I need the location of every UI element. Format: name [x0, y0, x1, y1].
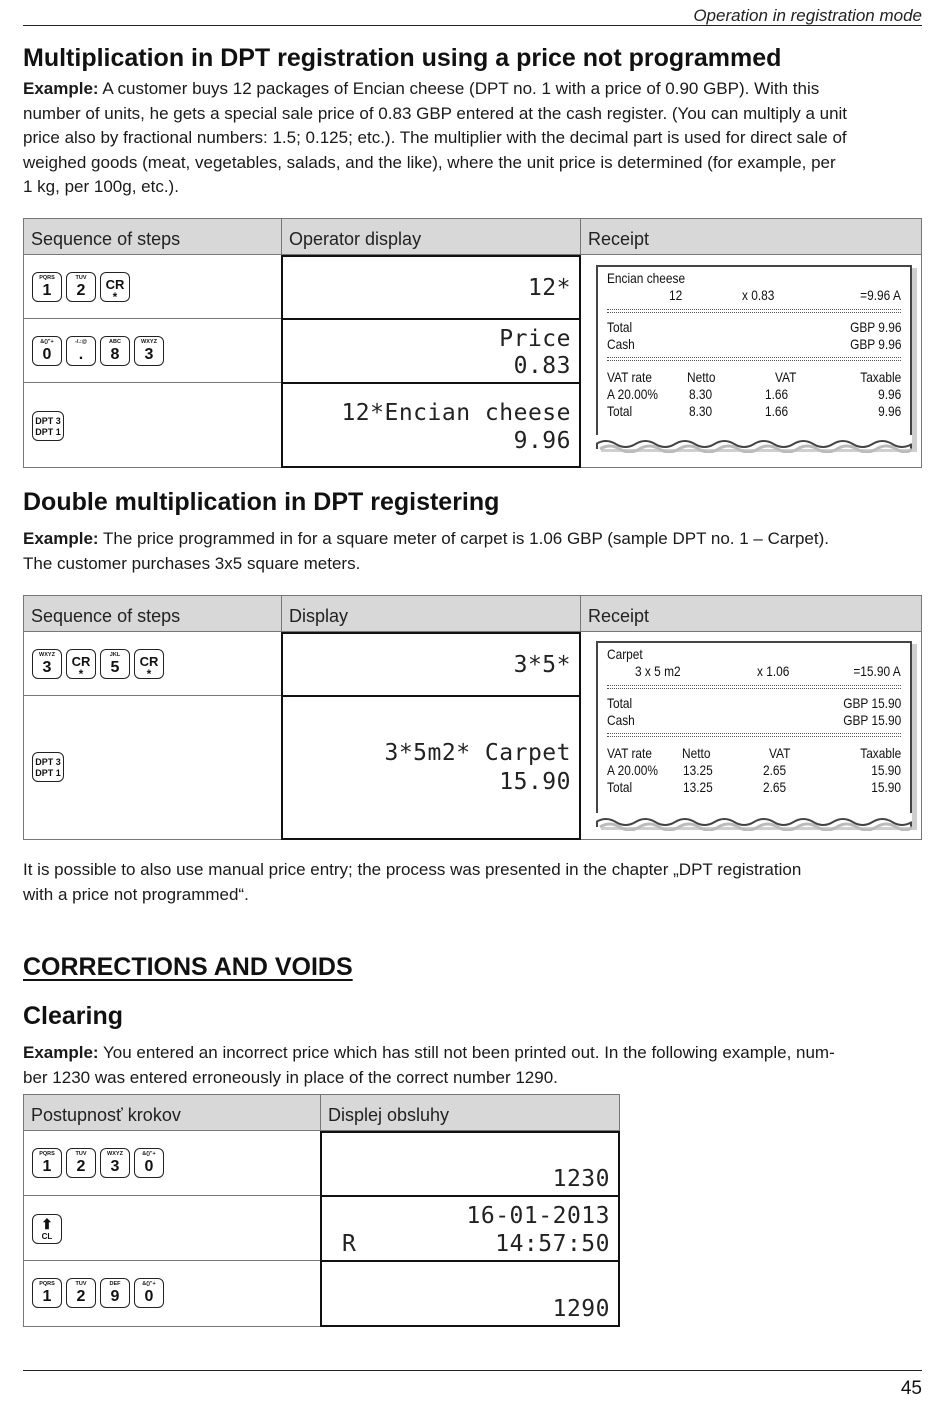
- paragraph-line: 1 kg, per 100g, etc.).: [23, 177, 179, 196]
- vat-cell: Total: [607, 403, 633, 419]
- vat-header: Taxable: [859, 745, 901, 761]
- steps-table: [23, 1094, 620, 1327]
- display-line: 12*Encian cheese: [341, 400, 571, 426]
- steps-cell: [24, 1131, 321, 1196]
- vat-header: Taxable: [859, 369, 901, 385]
- paragraph-line: The customer purchases 3x5 square meters.: [23, 553, 361, 573]
- vat-cell: 2.65: [763, 762, 787, 778]
- vat-cell: 13.25: [683, 762, 713, 778]
- key-3[interactable]: WXYZ 3: [100, 1148, 130, 1178]
- col-header: Postupnosť krokov: [24, 1095, 321, 1131]
- vat-cell: 1.66: [765, 403, 789, 419]
- key-dpt-3-dpt-1[interactable]: DPT 3 DPT 1: [32, 752, 64, 782]
- paragraph-line: number of units, he gets a special sale price of 0.83 GBP entered at the cash register. (You can multiply a unit: [23, 103, 848, 123]
- display-line: 3*5m2* Carpet: [384, 740, 571, 766]
- operator-display: [281, 695, 581, 840]
- key-2[interactable]: TUV 2: [66, 1278, 96, 1308]
- operator-display: [281, 382, 581, 468]
- display-line: 15.90: [499, 769, 571, 795]
- receipt-cash-label: Cash: [607, 336, 635, 352]
- receipt-cash-label: Cash: [607, 712, 635, 728]
- receipt-torn-edge: [596, 435, 912, 453]
- vat-cell: 15.90: [871, 762, 901, 778]
- key-9[interactable]: DEF 9: [100, 1278, 130, 1308]
- key-sequence: [32, 411, 64, 441]
- key-1[interactable]: PQRS 1: [32, 1278, 62, 1308]
- display-line: 1230: [552, 1166, 610, 1192]
- receipt-item-name: Carpet: [607, 646, 643, 662]
- vat-cell: A 20.00%: [607, 762, 658, 778]
- vat-cell: 15.90: [871, 779, 901, 795]
- display-line: 9.96: [513, 428, 571, 454]
- receipt-total-value: GBP 15.90: [842, 695, 901, 711]
- receipt-separator: [607, 357, 901, 361]
- receipt-separator: [607, 733, 901, 737]
- paragraph-line: ber 1230 was entered erroneously in place of the correct number 1290.: [23, 1067, 558, 1087]
- vat-header: VAT: [769, 745, 791, 761]
- section-heading: Double multiplication in DPT registering: [23, 488, 500, 516]
- vat-cell: 13.25: [683, 779, 713, 795]
- vat-header: VAT: [775, 369, 797, 385]
- chapter-heading: CORRECTIONS AND VOIDS: [23, 953, 353, 981]
- vat-header: Netto: [682, 745, 711, 761]
- paragraph-line: You entered an incorrect price which has still not been printed out. In the following example, num-: [103, 1043, 835, 1062]
- key-sequence: [32, 336, 164, 366]
- footer-rule: [23, 1370, 922, 1371]
- receipt-torn-edge: [596, 813, 912, 831]
- vat-cell: 2.65: [763, 779, 787, 795]
- key-0[interactable]: &()"+ 0: [134, 1278, 164, 1308]
- display-line: 1290: [552, 1296, 610, 1322]
- operator-display: [281, 318, 581, 384]
- key-dpt-3-dpt-1[interactable]: DPT 3 DPT 1: [32, 411, 64, 441]
- col-header: Displej obsluhy: [321, 1095, 619, 1131]
- receipt-separator: [607, 685, 901, 689]
- receipt-total-value: GBP 9.96: [849, 319, 901, 335]
- key-cr-multiply[interactable]: CR *: [134, 649, 164, 679]
- key-2[interactable]: TUV 2: [66, 272, 96, 302]
- receipt-qty: 3 x 5 m2: [635, 663, 681, 679]
- note-paragraph: [23, 858, 922, 907]
- vat-cell: 1.66: [765, 386, 789, 402]
- receipt-unit-price: x 0.83: [742, 287, 775, 303]
- steps-table: [23, 595, 922, 840]
- key-sequence: [32, 1214, 62, 1244]
- display-date: 16-01-2013: [466, 1203, 610, 1229]
- paragraph-line: A customer buys 12 packages of Encian cheese (DPT no. 1 with a price of 0.90 GBP). With this: [102, 79, 820, 98]
- section-paragraph: [23, 77, 922, 200]
- operator-display: [320, 1195, 620, 1262]
- steps-cell: [24, 383, 282, 467]
- vat-header: VAT rate: [607, 369, 652, 385]
- display-line: 12*: [527, 275, 571, 301]
- key-1[interactable]: PQRS 1: [32, 272, 62, 302]
- display-time: 14:57:50: [495, 1231, 610, 1257]
- vat-cell: 9.96: [877, 386, 901, 402]
- paragraph-line: with a price not programmed“.: [23, 884, 249, 904]
- page-number: 45: [900, 1378, 922, 1399]
- receipt-separator: [607, 309, 901, 313]
- clear-key[interactable]: ⬆ CL: [32, 1214, 62, 1244]
- col-header: Sequence of steps: [24, 596, 282, 632]
- steps-cell: [24, 255, 282, 319]
- display-line: 0.83: [513, 353, 571, 379]
- key-1[interactable]: PQRS 1: [32, 1148, 62, 1178]
- key-0[interactable]: &()"+ 0: [134, 1148, 164, 1178]
- key-cr-multiply[interactable]: CR *: [66, 649, 96, 679]
- paragraph-line: price also by fractional numbers: 1.5; 0.125; etc.). The multiplier with the decimal part is used for direct sale of: [23, 128, 847, 147]
- steps-cell: [24, 632, 282, 696]
- operator-display: [281, 632, 581, 697]
- paragraph-line: The price programmed in for a square meter of carpet is 1.06 GBP (sample DPT no. 1 – Carpet).: [103, 529, 829, 548]
- shift-up-arrow-icon: ⬆: [41, 1216, 53, 1232]
- receipt-item-name: Encian cheese: [607, 270, 686, 286]
- vat-cell: A 20.00%: [607, 386, 658, 402]
- steps-cell: [24, 319, 282, 383]
- operator-display: [320, 1260, 620, 1327]
- key-3[interactable]: WXYZ 3: [134, 336, 164, 366]
- vat-cell: 9.96: [877, 403, 901, 419]
- key-cr-multiply[interactable]: CR *: [100, 272, 130, 302]
- key-decimal[interactable]: -/.:@ .: [66, 336, 96, 366]
- key-sequence: [32, 752, 64, 782]
- steps-cell: [24, 1196, 321, 1261]
- key-0[interactable]: &()"+ 0: [32, 336, 62, 366]
- receipt-cash-value: GBP 9.96: [849, 336, 901, 352]
- example-label: Example:: [23, 79, 99, 98]
- receipt-amount: =9.96 A: [860, 287, 901, 303]
- vat-cell: 8.30: [689, 403, 713, 419]
- key-sequence: [32, 1278, 164, 1308]
- receipt-total-label: Total: [607, 319, 633, 335]
- vat-cell: 8.30: [689, 386, 713, 402]
- running-head: Operation in registration mode: [693, 6, 922, 25]
- key-5[interactable]: JKL 5: [100, 649, 130, 679]
- display-flag: R: [342, 1231, 356, 1257]
- display-line: 3*5*: [513, 652, 571, 678]
- paragraph-line: It is possible to also use manual price entry; the process was presented in the chapter „DPT registration: [23, 860, 802, 879]
- display-line: Price: [499, 326, 571, 352]
- col-header: Display: [282, 596, 581, 632]
- example-label: Example:: [23, 1043, 99, 1062]
- col-header: Operator display: [282, 219, 581, 255]
- operator-display: [281, 255, 581, 320]
- receipt-cash-value: GBP 15.90: [842, 712, 901, 728]
- section-heading: Multiplication in DPT registration using a price not programmed: [23, 44, 782, 72]
- paragraph-line: weighed goods (meat, vegetables, salads, and the like), where the unit price is determined (for example, per: [23, 152, 836, 172]
- vat-header: Netto: [687, 369, 716, 385]
- vat-header: VAT rate: [607, 745, 652, 761]
- section-heading: Clearing: [23, 1002, 124, 1030]
- receipt-qty: 12: [669, 287, 683, 303]
- section-paragraph: [23, 1041, 922, 1090]
- steps-cell: [24, 1261, 321, 1326]
- steps-cell: [24, 696, 282, 839]
- col-header: Receipt: [581, 596, 921, 632]
- receipt-amount: =15.90 A: [853, 663, 901, 679]
- key-2[interactable]: TUV 2: [66, 1148, 96, 1178]
- section-paragraph: [23, 527, 922, 576]
- key-sequence: [32, 1148, 164, 1178]
- vat-cell: Total: [607, 779, 633, 795]
- example-label: Example:: [23, 529, 99, 548]
- key-3[interactable]: WXYZ 3: [32, 649, 62, 679]
- receipt: [596, 641, 912, 827]
- receipt-total-label: Total: [607, 695, 633, 711]
- col-header: Receipt: [581, 219, 921, 255]
- operator-display: [320, 1131, 620, 1197]
- col-header: Sequence of steps: [24, 219, 282, 255]
- steps-table: [23, 218, 922, 468]
- key-sequence: [32, 649, 164, 679]
- receipt: [596, 265, 912, 449]
- key-sequence: [32, 272, 130, 302]
- receipt-unit-price: x 1.06: [757, 663, 790, 679]
- header-rule: [23, 25, 922, 26]
- key-8[interactable]: ABC 8: [100, 336, 130, 366]
